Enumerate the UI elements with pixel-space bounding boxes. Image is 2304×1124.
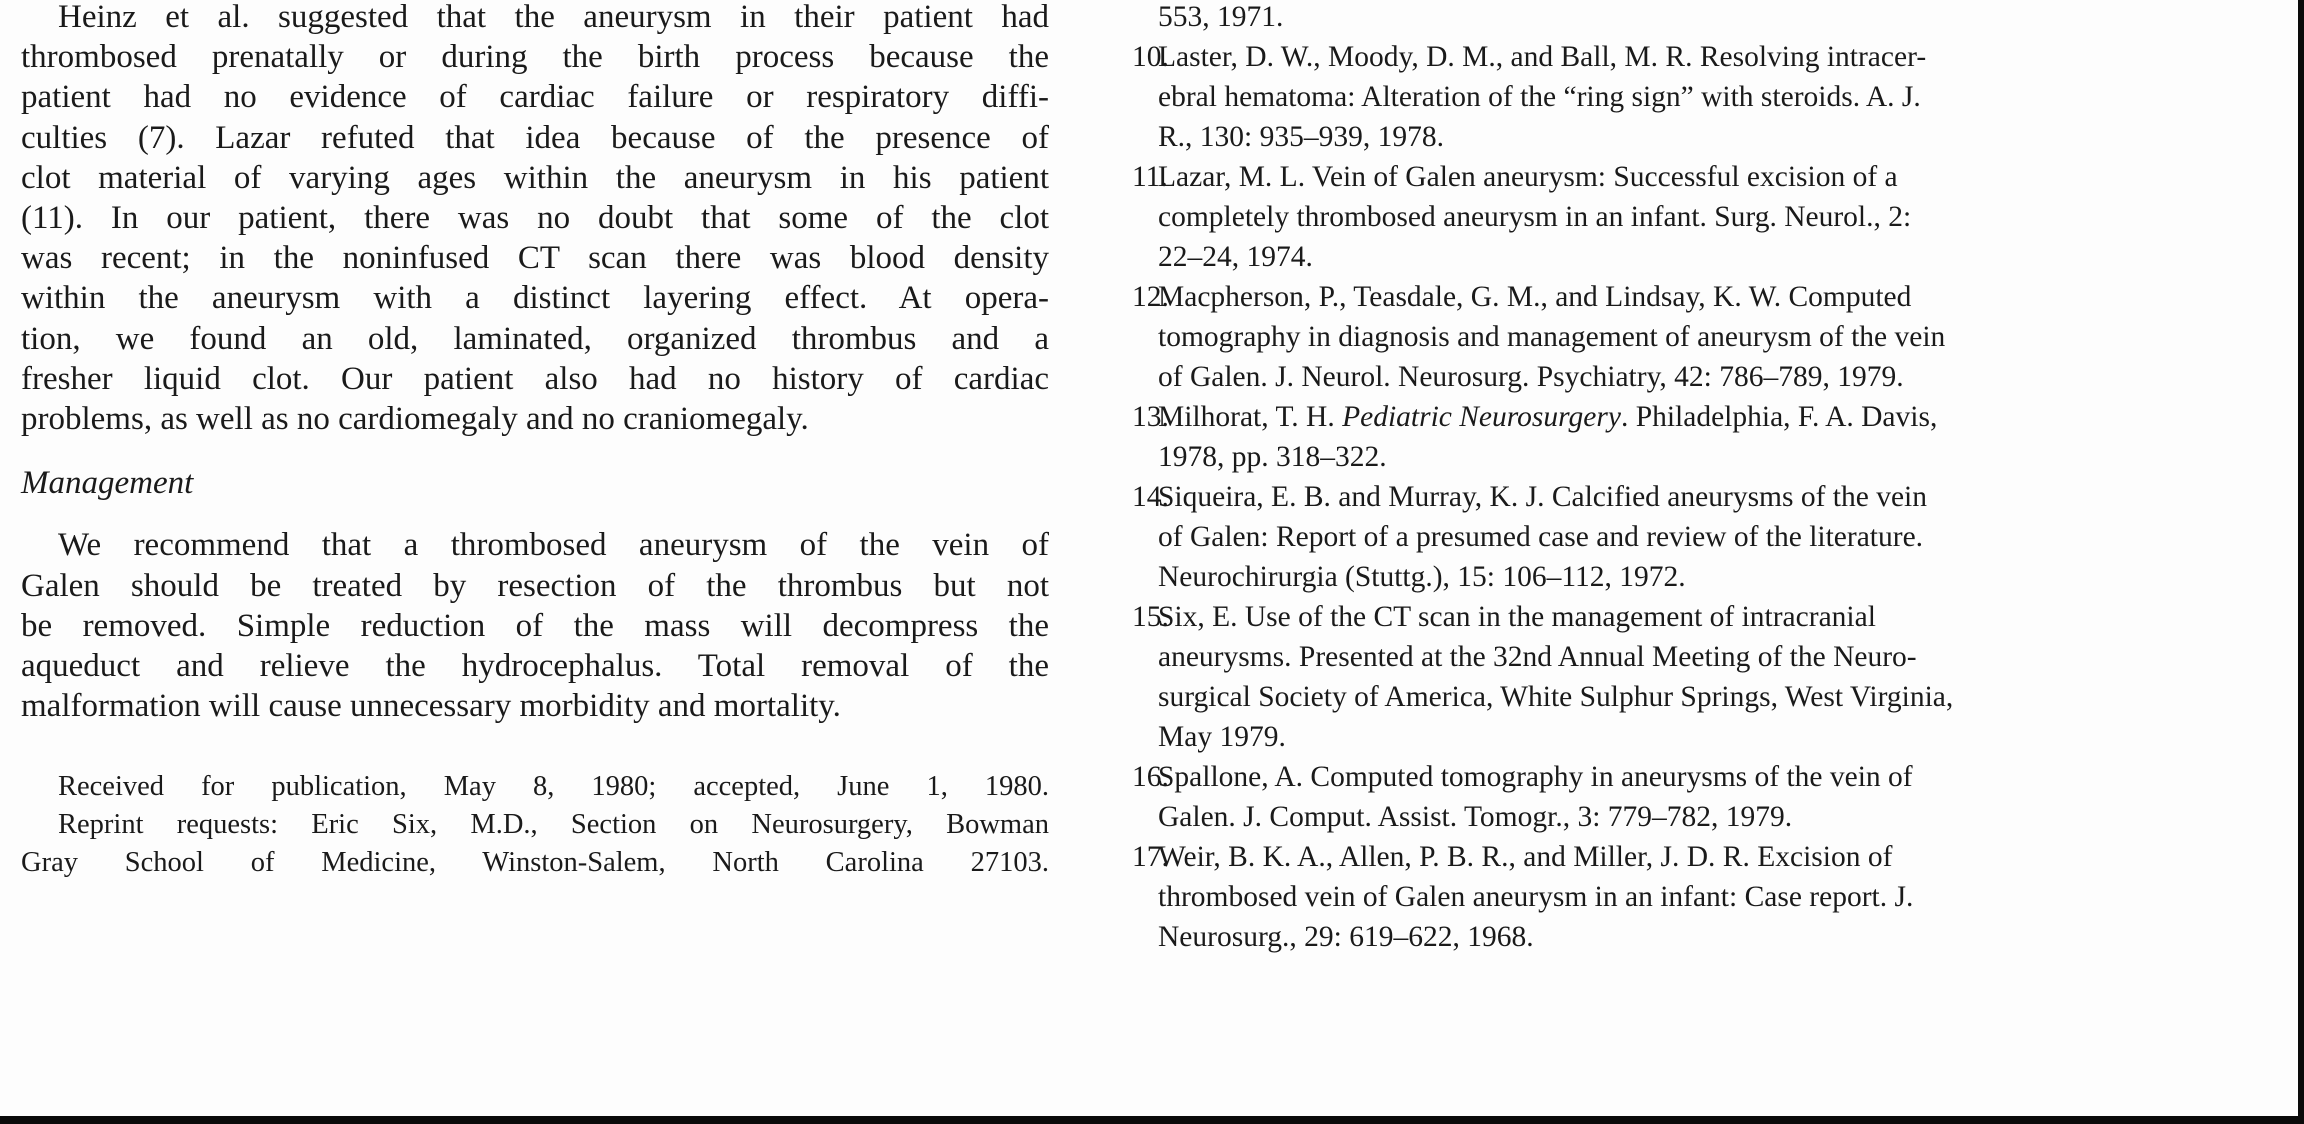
body-paragraph-management xyxy=(21,525,1049,726)
text-line: completely thrombosed aneurysm in an infant. Surg. Neurol., 2: xyxy=(1158,201,1912,233)
text-line: 553, 1971. xyxy=(1158,1,1284,33)
text-line: Six, E. Use of the CT scan in the management of intracranial xyxy=(1158,601,1876,633)
reference-item-12 xyxy=(1132,277,1946,397)
text-line: Heinz et al. suggested that the aneurysm in their patient had xyxy=(58,0,1049,35)
text-line: tion, we found an old, laminated, organized thrombus and a xyxy=(21,320,1049,357)
text-line: Galen should be treated by resection of the thrombus but not xyxy=(21,567,1049,604)
footnote-reprint-line: Gray School of Medicine, Winston-Salem, North Carolina 27103. xyxy=(21,847,1049,879)
text-line: Galen. J. Comput. Assist. Tomogr., 3: 779–782, 1979. xyxy=(1158,801,1793,833)
text-line: Neurochirurgia (Stuttg.), 15: 106–112, 1972. xyxy=(1158,561,1686,593)
reference-continuation xyxy=(1132,0,1574,37)
reference-item-15 xyxy=(1132,597,1954,757)
text-line: 22–24, 1974. xyxy=(1158,241,1313,273)
reference-number: 16. xyxy=(1132,761,1169,793)
book-title: Pediatric Neurosurgery xyxy=(1342,401,1621,433)
text-line: Spallone, A. Computed tomography in aneurysms of the vein of xyxy=(1158,761,1913,793)
text-line: ebral hematoma: Alteration of the “ring sign” with steroids. A. J. xyxy=(1158,81,1921,113)
footnotes xyxy=(21,768,1049,882)
footnote-received: Received for publication, May 8, 1980; accepted, June 1, 1980. xyxy=(58,771,1049,803)
text-line: aqueduct and relieve the hydrocephalus. Total removal of the xyxy=(21,648,1049,685)
footnote-reprint-line: Reprint requests: Eric Six, M.D., Section on Neurosurgery, Bowman xyxy=(58,809,1049,841)
reference-number: 10. xyxy=(1132,41,1169,73)
reference-item-16 xyxy=(1132,757,1913,837)
text-line: be removed. Simple reduction of the mass will decompress the xyxy=(21,607,1049,644)
text-line: May 1979. xyxy=(1158,721,1286,753)
text-line: Macpherson, P., Teasdale, G. M., and Lindsay, K. W. Computed xyxy=(1158,281,1912,313)
references-column xyxy=(1132,0,1954,957)
text-line: Neurosurg., 29: 619–622, 1968. xyxy=(1158,921,1534,953)
text-line: of Galen. J. Neurol. Neurosurg. Psychiatry, 42: 786–789, 1979. xyxy=(1158,361,1904,393)
text-line: Lazar, M. L. Vein of Galen aneurysm: Successful excision of a xyxy=(1158,161,1898,193)
text-line: of Galen: Report of a presumed case and review of the literature. xyxy=(1158,521,1924,553)
text-line: Laster, D. W., Moody, D. M., and Ball, M. R. Resolving intracer- xyxy=(1158,41,1927,73)
text-line: tomography in diagnosis and management of aneurysm of the vein xyxy=(1158,321,1946,353)
text-line: within the aneurysm with a distinct layering effect. At opera- xyxy=(21,280,1049,317)
text-line: (11). In our patient, there was no doubt that some of the clot xyxy=(21,200,1049,237)
text-line: 1978, pp. 318–322. xyxy=(1158,441,1387,473)
reference-number: 14. xyxy=(1132,481,1169,513)
text-line: problems, as well as no cardiomegaly and no craniomegaly. xyxy=(21,401,809,438)
text-line: patient had no evidence of cardiac failure or respiratory diffi- xyxy=(21,79,1049,116)
scan-border-right xyxy=(2298,0,2304,1124)
reference-item-11 xyxy=(1132,157,1912,277)
body-paragraph-discussion xyxy=(21,0,1049,439)
section-heading-management: Management xyxy=(21,465,194,502)
text-line: Siqueira, E. B. and Murray, K. J. Calcified aneurysms of the vein xyxy=(1158,481,1928,513)
reference-item-13 xyxy=(1132,397,1938,477)
text-run: Milhorat, T. H. xyxy=(1158,401,1343,433)
text-line: culties (7). Lazar refuted that idea because of the presence of xyxy=(21,119,1049,156)
reference-number: 12. xyxy=(1132,281,1169,313)
reference-number: 11. xyxy=(1132,161,1168,193)
text-line: clot material of varying ages within the aneurysm in his patient xyxy=(21,159,1049,196)
scan-border-bottom xyxy=(0,1116,2304,1124)
text-line: surgical Society of America, White Sulphur Springs, West Virginia, xyxy=(1158,681,1954,713)
text-line: thrombosed vein of Galen aneurysm in an infant: Case report. J. xyxy=(1158,881,1914,913)
reference-item-14 xyxy=(1132,477,1928,597)
reference-number: 17. xyxy=(1132,841,1169,873)
text-line: fresher liquid clot. Our patient also had no history of cardiac xyxy=(21,360,1049,397)
text-line: Weir, B. K. A., Allen, P. B. R., and Miller, J. D. R. Excision of xyxy=(1158,841,1893,873)
reference-item-17 xyxy=(1132,837,1914,957)
text-line: We recommend that a thrombosed aneurysm of the vein of xyxy=(58,527,1049,564)
text-line: aneurysms. Presented at the 32nd Annual Meeting of the Neuro- xyxy=(1158,641,1917,673)
reference-item-10 xyxy=(1132,37,1927,157)
text-line: malformation will cause unnecessary morbidity and mortality. xyxy=(21,688,841,725)
text-line: R., 130: 935–939, 1978. xyxy=(1158,121,1444,153)
text-line xyxy=(1158,397,1938,437)
reference-number: 13. xyxy=(1132,401,1169,433)
text-run: . Philadelphia, F. A. Davis, xyxy=(1620,401,1938,433)
left-column xyxy=(21,0,1049,882)
reference-number: 15. xyxy=(1132,601,1169,633)
text-line: was recent; in the noninfused CT scan there was blood density xyxy=(21,240,1049,277)
text-line: thrombosed prenatally or during the birth process because the xyxy=(21,39,1049,76)
